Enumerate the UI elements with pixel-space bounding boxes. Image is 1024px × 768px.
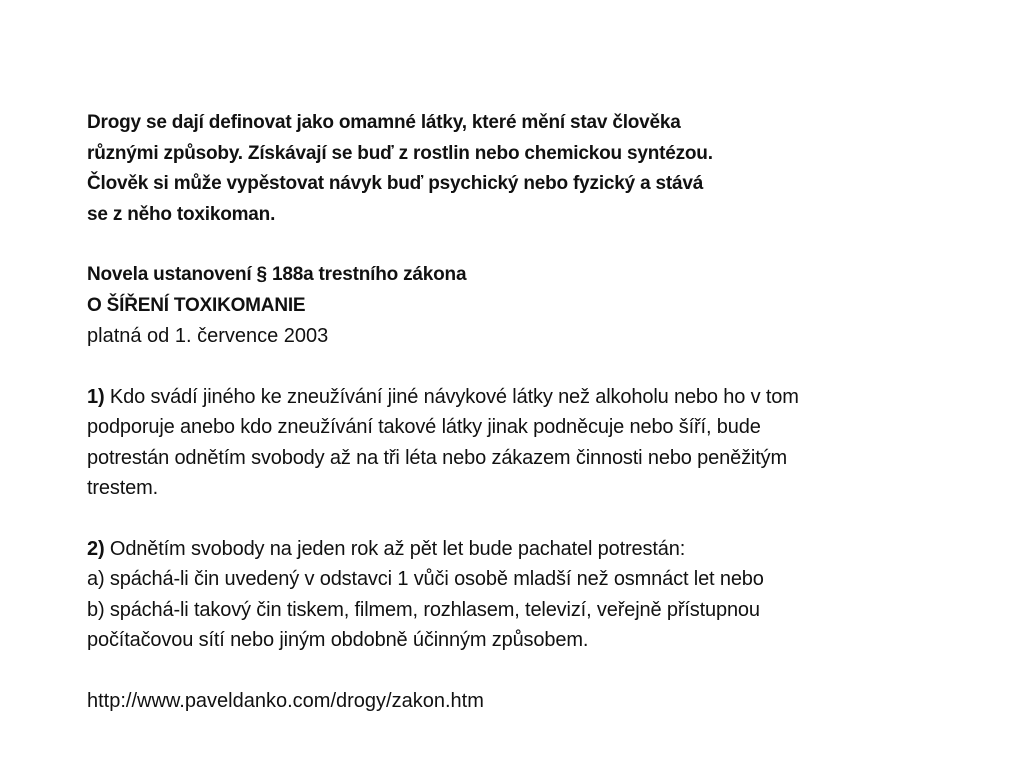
paragraph-line: b) spáchá-li takový čin tiskem, filmem, rozhlasem, televizí, veřejně přístupnou — [87, 598, 760, 621]
paragraph-text: Kdo svádí jiného ke zneužívání jiné návykové látky než alkoholu nebo ho v tom — [109, 385, 799, 408]
paragraph-number: 1) — [87, 385, 105, 408]
paragraph-line: a) spáchá-li čin uvedený v odstavci 1 vůči osobě mladší než osmnáct let nebo — [87, 568, 764, 590]
paragraph-number: 2) — [87, 537, 105, 560]
law-paragraph-1 — [87, 382, 987, 504]
law-heading-block — [87, 260, 987, 352]
slide-content — [87, 108, 987, 716]
law-validity: platná od 1. července 2003 — [87, 325, 329, 347]
paragraph-line: trestem. — [87, 477, 159, 499]
intro-line: Člověk si může vypěstovat návyk buď psychický nebo fyzický a stává — [87, 173, 704, 194]
paragraph-first-line — [87, 382, 987, 413]
law-subheading: O ŠÍŘENÍ TOXIKOMANIE — [87, 294, 306, 316]
paragraph-line: počítačovou sítí nebo jiným obdobně účinným způsobem. — [87, 629, 589, 651]
law-paragraph-2 — [87, 534, 987, 656]
paragraph-text: Odnětím svobody na jeden rok až pět let bude pachatel potrestán: — [109, 537, 686, 560]
paragraph-line: podporuje anebo kdo zneužívání takové látky jinak podněcuje nebo šíří, bude — [87, 416, 761, 438]
intro-line: se z něho toxikoman. — [87, 203, 276, 225]
intro-line: Drogy se dají definovat jako omamné látky, které mění stav člověka — [87, 112, 681, 133]
paragraph-first-line — [87, 534, 987, 565]
paragraph-line: potrestán odnětím svobody až na tři léta nebo zákazem činnosti nebo peněžitým — [87, 446, 787, 469]
intro-line: různými způsoby. Získávají se buď z rostlin nebo chemickou syntézou. — [87, 142, 713, 164]
law-heading: Novela ustanovení § 188a trestního zákona — [87, 264, 467, 285]
source-url: http://www.paveldanko.com/drogy/zakon.htm — [87, 689, 484, 712]
intro-paragraph — [87, 108, 987, 230]
